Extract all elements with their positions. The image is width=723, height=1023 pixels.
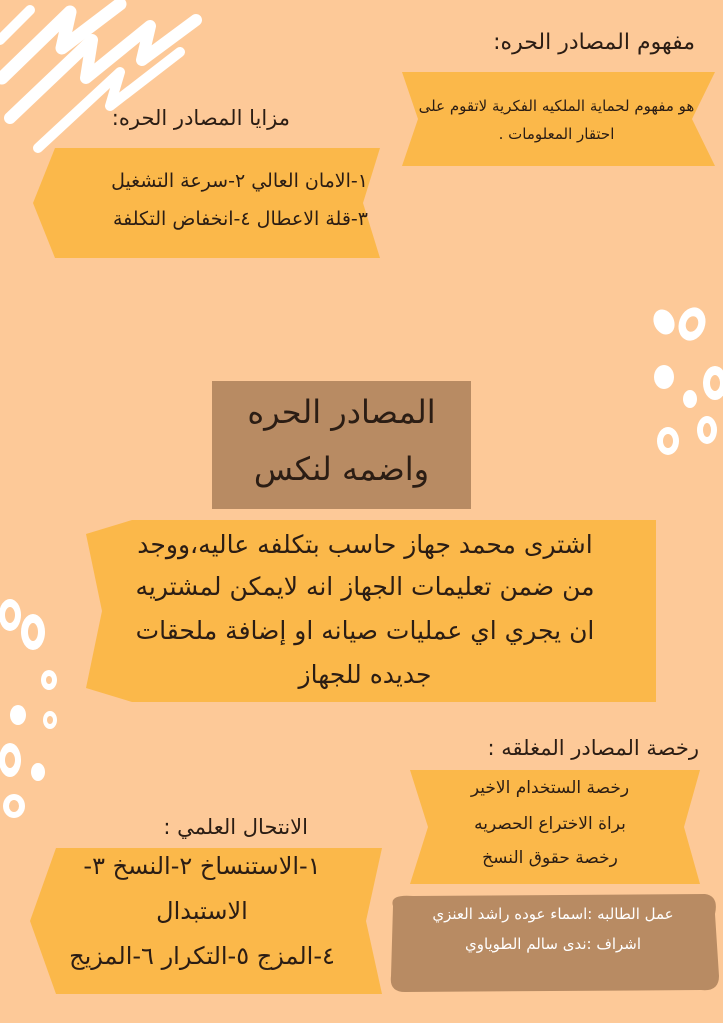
closed-license-item-3: رخصة حقوق النسخ [482,848,618,868]
story-line-3: ان يجري اي عمليات صيانه او إضافة ملحقات [135,616,595,645]
story-line-4: جديده للجهاز [298,660,432,689]
advantages-line-2: ٣-قلة الاعطال ٤-انخفاض التكلفة [112,208,368,230]
story-line-2: من ضمن تعليمات الجهاز انه لايمكن لمشتريه [135,572,595,601]
dots-decoration-left [0,599,57,818]
title-line-1: المصادر الحره [247,393,436,431]
advantages-line-1: ١-الامان العالي ٢-سرعة التشغيل [111,170,368,192]
credits-student: عمل الطالبه :اسماء عوده راشد العنزي [432,905,674,923]
advantages-heading: مزايا المصادر الحره: [111,106,290,130]
credits-supervisor: اشراف :ندى سالم الطوياوي [464,935,642,953]
plagiarism-line-2: الاستبدال [156,897,248,925]
closed-license-heading: رخصة المصادر المغلقه : [487,736,699,760]
title-line-2: واضمه لنكس [253,450,430,488]
plagiarism-line-1: ١-الاستنساخ ٢-النسخ ٣- [83,852,321,880]
story-line-1: اشترى محمد جهاز حاسب بتكلفه عاليه،ووجد [137,530,593,559]
plagiarism-heading: الانتحال العلمي : [163,815,308,839]
concept-heading: مفهوم المصادر الحره: [493,30,695,55]
plagiarism-line-3: ٤-المزج ٥-التكرار ٦-المزيج [69,942,335,970]
advantages-banner [33,148,380,258]
closed-license-item-2: براة الاختراع الحصريه [474,814,626,834]
dots-decoration-right [649,304,723,455]
concept-body: هو مفهوم لحماية الملكيه الفكرية لاتقوم على احتقار المعلومات . [418,97,695,143]
closed-license-item-1: رخصة الستخدام الاخير [470,778,630,798]
